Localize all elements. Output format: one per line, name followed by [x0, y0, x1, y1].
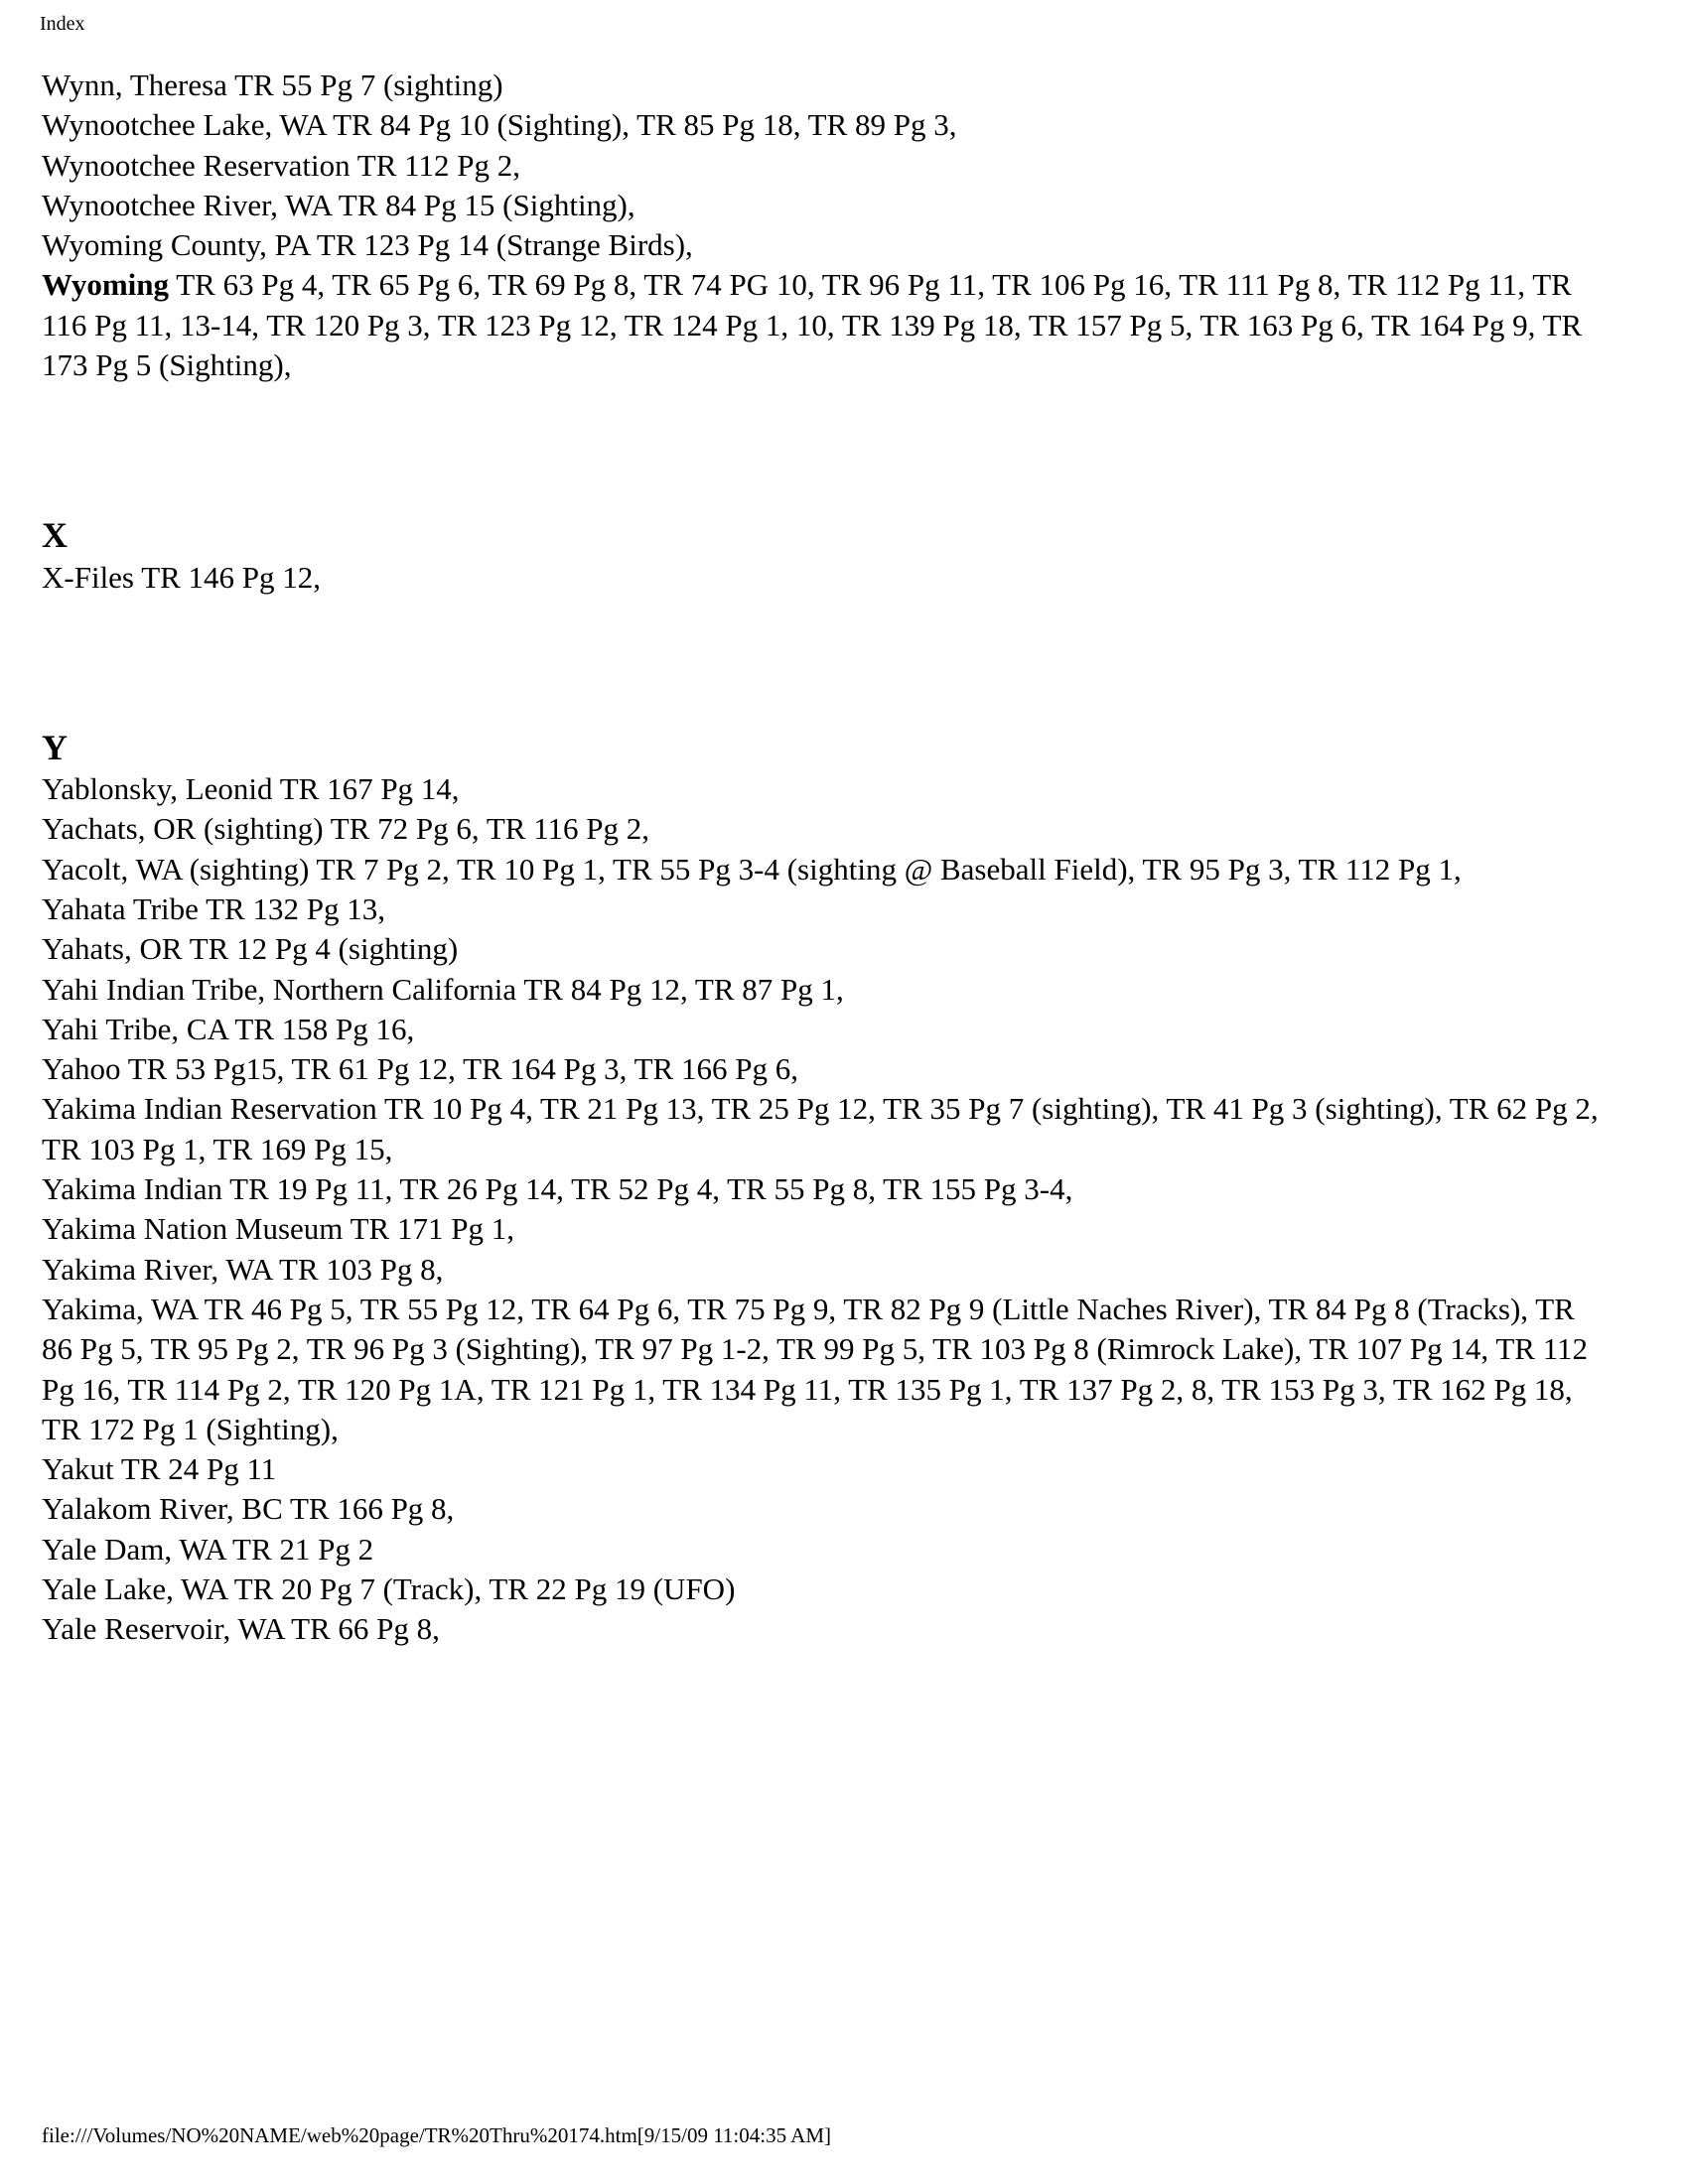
footer-file-path: file:///Volumes/NO%20NAME/web%20page/TR%20Thru%20174.htm[9/15/09 11:04:35 AM] [42, 2123, 832, 2147]
index-entry: Yale Lake, WA TR 20 Pg 7 (Track), TR 22 Pg 19 (UFO) [42, 1570, 736, 1606]
index-entry: Yahoo TR 53 Pg15, TR 61 Pg 12, TR 164 Pg 3, TR 166 Pg 6, [42, 1051, 798, 1087]
section-letter-heading: X [42, 515, 68, 556]
section-spacer [42, 598, 1611, 727]
index-entry: Yablonsky, Leonid TR 167 Pg 14, [42, 771, 460, 807]
index-entry: X-Files TR 146 Pg 12, [42, 559, 322, 595]
index-entry: Yale Reservoir, WA TR 66 Pg 8, [42, 1611, 440, 1647]
index-section-x [42, 514, 1611, 597]
page-header-label: Index [40, 13, 85, 35]
index-entry: Yakima Indian TR 19 Pg 11, TR 26 Pg 14, TR 52 Pg 4, TR 55 Pg 8, TR 155 Pg 3-4, [42, 1171, 1073, 1207]
index-entry: Yakut TR 24 Pg 11 [42, 1451, 277, 1487]
section-letter-heading: Y [42, 727, 68, 767]
index-entry: Yahats, OR TR 12 Pg 4 (sighting) [42, 931, 459, 967]
index-entry: Yachats, OR (sighting) TR 72 Pg 6, TR 116 Pg 2, [42, 811, 650, 847]
index-entry: Wynn, Theresa TR 55 Pg 7 (sighting) [42, 68, 503, 102]
index-content [42, 66, 1611, 1650]
index-entry: Wynootchee Reservation TR 112 Pg 2, [42, 147, 520, 183]
index-entry: Yale Dam, WA TR 21 Pg 2 [42, 1531, 374, 1567]
index-entry: Yakima Indian Reservation TR 10 Pg 4, TR 21 Pg 13, TR 25 Pg 12, TR 35 Pg 7 (sighting), TR 41 Pg 3 (sighting), TR 62 Pg 2, TR 103 Pg 1, TR 169 Pg 15, [42, 1091, 1599, 1166]
index-entry: Yakima, WA TR 46 Pg 5, TR 55 Pg 12, TR 64 Pg 6, TR 75 Pg 9, TR 82 Pg 9 (Little Naches River), TR 84 Pg 8 (Tracks), TR 86 Pg 5, TR 95 Pg 2, TR 96 Pg 3 (Sighting), TR 97 Pg 1-2, TR 99 Pg 5, TR 103 Pg 8 (Rimrock Lake), TR 107 Pg 14, TR 112 Pg 16, TR 114 Pg 2, TR 120 Pg 1A, TR 121 Pg 1, TR 134 Pg 11, TR 135 Pg 1, TR 137 Pg 2, 8, TR 153 Pg 3, TR 162 Pg 18, TR 172 Pg 1 (Sighting), [42, 1291, 1589, 1446]
index-entry: Wynootchee River, WA TR 84 Pg 15 (Sighting), [42, 187, 635, 222]
index-section-y [42, 727, 1611, 1650]
index-entry: Wynootchee Lake, WA TR 84 Pg 10 (Sighting), TR 85 Pg 18, TR 89 Pg 3, [42, 107, 957, 143]
section-spacer [42, 385, 1611, 514]
index-section-w [42, 66, 1611, 385]
index-entry-wyoming [42, 265, 1611, 385]
index-entry: Yalakom River, BC TR 166 Pg 8, [42, 1491, 455, 1527]
index-entry: Yahi Tribe, CA TR 158 Pg 16, [42, 1011, 415, 1046]
index-entry-term-bold: Wyoming [42, 267, 170, 303]
index-entry: Yakima Nation Museum TR 171 Pg 1, [42, 1211, 514, 1247]
index-entry: Yakima River, WA TR 103 Pg 8, [42, 1251, 444, 1287]
index-entry: Yacolt, WA (sighting) TR 7 Pg 2, TR 10 Pg 1, TR 55 Pg 3-4 (sighting @ Baseball Field), TR 95 Pg 3, TR 112 Pg 1, [42, 851, 1462, 887]
index-entry: Yahata Tribe TR 132 Pg 13, [42, 890, 385, 926]
index-entry: Yahi Indian Tribe, Northern California TR 84 Pg 12, TR 87 Pg 1, [42, 971, 844, 1007]
index-entry-references: TR 63 Pg 4, TR 65 Pg 6, TR 69 Pg 8, TR 74 PG 10, TR 96 Pg 11, TR 106 Pg 16, TR 111 Pg 8, TR 112 Pg 11, TR 116 Pg 11, 13-14, TR 120 Pg 3, TR 123 Pg 12, TR 124 Pg 1, 10, TR 139 Pg 18, TR 157 Pg 5, TR 163 Pg 6, TR 164 Pg 9, TR 173 Pg 5 (Sighting), [42, 267, 1583, 383]
index-entry: Wyoming County, PA TR 123 Pg 14 (Strange Birds), [42, 227, 693, 263]
